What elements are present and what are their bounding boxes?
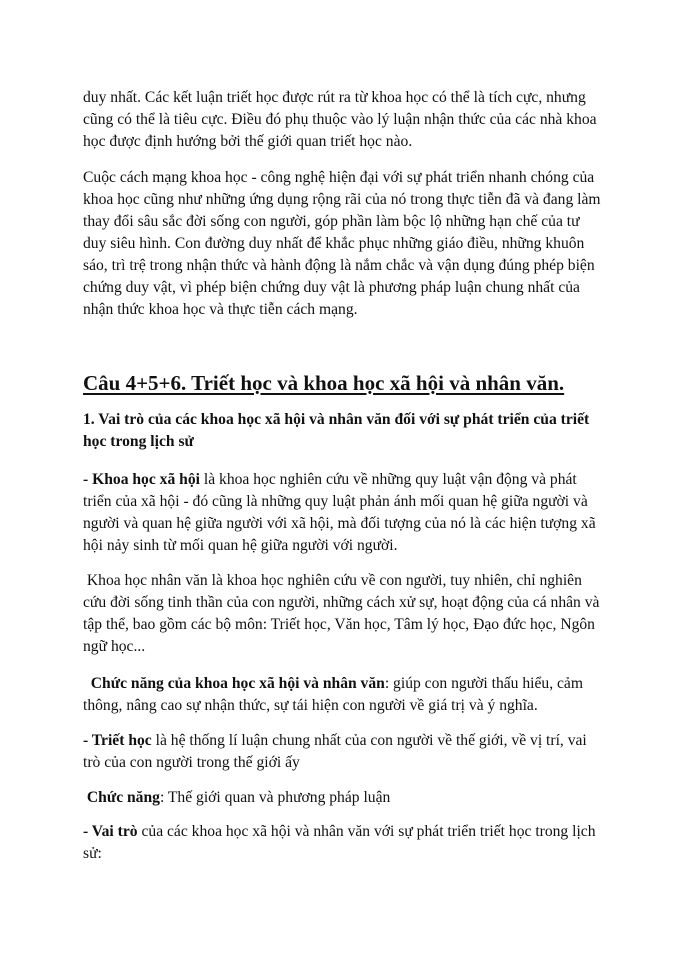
subheading [83,409,683,453]
text-line: học trong lịch sử [83,433,194,450]
paragraph-function-ssh [83,673,683,717]
text-line: sử: [83,845,102,862]
text-line: học được định hướng bởi thế giới quan triết học nào. [83,133,413,150]
text-line: hội nảy sinh từ mối quan hệ giữa người với người. [83,537,398,554]
text-line: của các khoa học xã hội và nhân văn với sự phát triển triết học trong lịch [137,823,596,840]
text-line: thay đổi sâu sắc đời sống con người, góp phần làm bộc lộ những hạn chế của tư [83,213,580,230]
text-line: trò của con người trong thế giới ấy [83,754,300,771]
text-line: : Thế giới quan và phương pháp luận [159,789,391,806]
text-line: Cuộc cách mạng khoa học - công nghệ hiện đại với sự phát triển nhanh chóng của [83,169,595,186]
text-line: cứu đời sống tinh thần của con người, những cách xử sự, hoạt động của cá nhân và [83,594,600,611]
text-line: Khoa học nhân văn là khoa học nghiên cứu về con người, tuy nhiên, chỉ nghiên [83,572,582,589]
section-heading: Câu 4+5+6. Triết học và khoa học xã hội và nhân văn. [83,371,565,395]
text-line: người và quan hệ giữa người với xã hội, mà đối tượng của nó là các hiện tượng xã [83,515,596,532]
bold-term: - Vai trò [83,823,138,840]
paragraph-philosophy [83,730,683,774]
text-line: là hệ thống lí luận chung nhất của con người về thế giới, về vị trí, vai [151,732,587,749]
text-line: 1. Vai trò của các khoa học xã hội và nhân văn đối với sự phát triển của triết [83,411,590,428]
text-line: khoa học cũng như những ứng dụng rộng rãi của nó trong thực tiễn đã và đang làm [83,191,601,208]
bold-term: - Triết học [83,732,152,749]
text-line: thông, nâng cao sự nhận thức, sự tái hiện con người về giá trị và ý nghĩa. [83,697,538,714]
paragraph-conclusion [83,87,683,153]
paragraph-revolution [83,167,683,321]
text-line: duy siêu hình. Con đường duy nhất để khắc phục những giáo điều, những khuôn [83,235,585,252]
paragraph-social-science [83,469,683,557]
text-line: sáo, trì trệ trong nhận thức và hành động là nắm chắc và vận dụng đúng phép biện [83,257,595,274]
text-line: triển của xã hội - đó cũng là những quy luật phản ánh mối quan hệ giữa người và [83,493,588,510]
document-page [83,87,683,865]
paragraph-humanities [83,570,683,658]
text-line: cũng có thể là tiêu cực. Điều đó phụ thuộc vào lý luận nhận thức của các nhà khoa [83,111,597,128]
text-line: nhận thức khoa học và thực tiễn cách mạng. [83,301,358,318]
text-line: : giúp con người thấu hiểu, cảm [384,675,583,692]
text-line: chứng duy vật, vì phép biện chứng duy vật là phương pháp luận chung nhất của [83,279,580,296]
text-line: tập thể, bao gồm các bộ môn: Triết học, Văn học, Tâm lý học, Đạo đức học, Ngôn [83,616,595,633]
text-line: ngữ học... [83,638,146,655]
text-line: là khoa học nghiên cứu về những quy luật vận động và phát [199,471,577,488]
text-line: duy nhất. Các kết luận triết học được rút ra từ khoa học có thể là tích cực, nhưng [83,89,586,106]
bold-term: Chức năng [83,789,160,806]
bold-term: Chức năng của khoa học xã hội và nhân văn [83,675,385,692]
bold-term: - Khoa học xã hội [83,471,200,488]
paragraph-role [83,821,683,865]
paragraph-function-philosophy [83,787,683,809]
